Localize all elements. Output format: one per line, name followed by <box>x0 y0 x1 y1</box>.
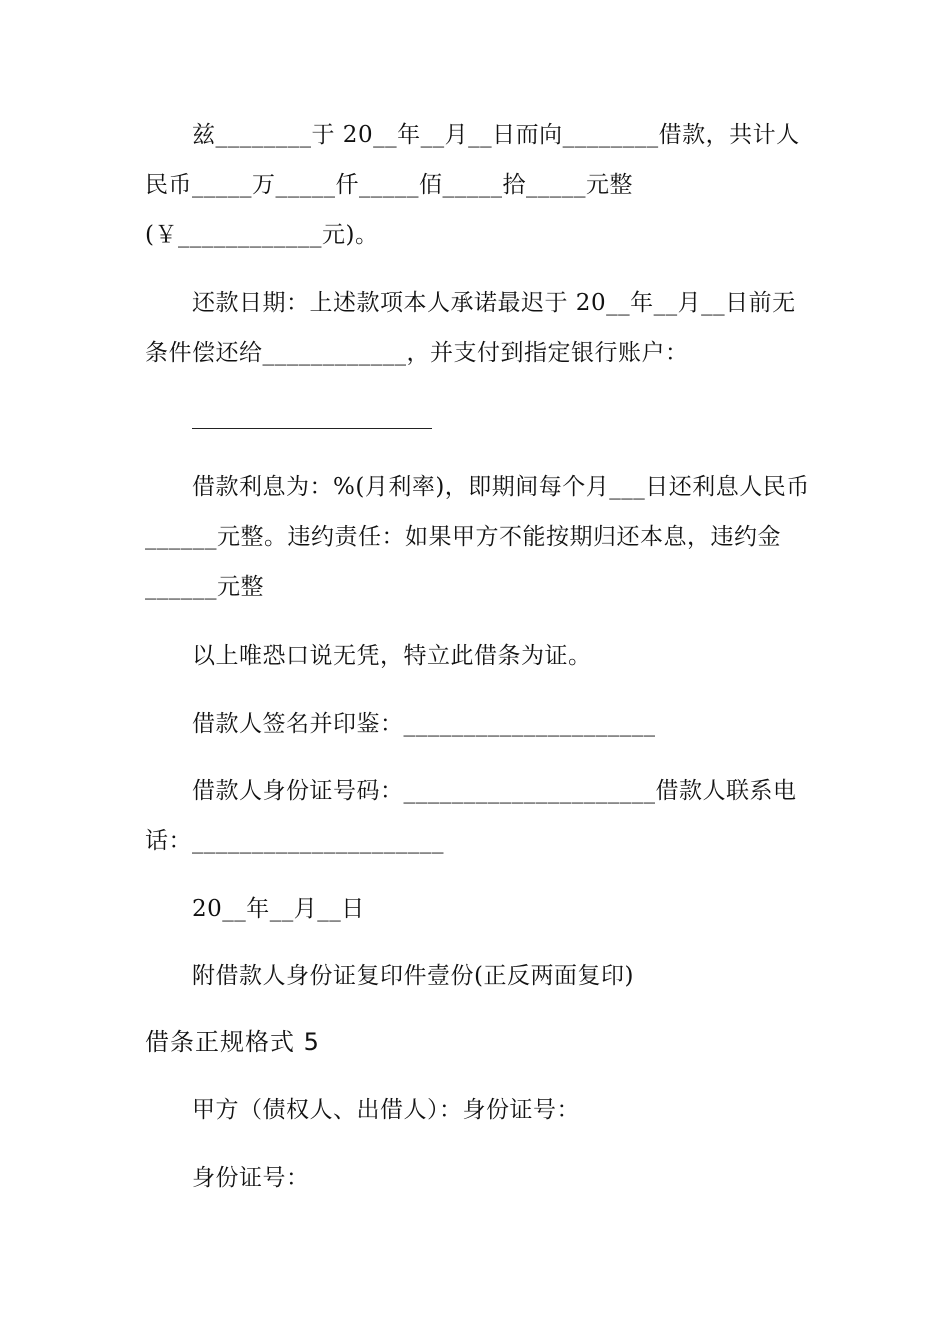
section-heading: 借条正规格式 5 <box>145 1028 320 1056</box>
date-line: 20__年__月__日 <box>192 896 365 922</box>
loan-text-line-1: 兹________于 20__年__月__日而向________借款，共计人 <box>192 122 800 148</box>
party-a-line: 甲方（债权人、出借人）：身份证号： <box>192 1097 580 1123</box>
borrower-phone-line: 话：_____________________ <box>145 828 444 854</box>
attachment-note: 附借款人身份证复印件壹份(正反两面复印) <box>192 963 634 989</box>
bank-account-blank-line <box>192 428 432 429</box>
loan-text-line-3: (￥____________元)。 <box>145 222 379 248</box>
loan-text-line-2: 民币_____万_____仟_____佰_____拾_____元整 <box>145 172 633 198</box>
repayment-date-line-1: 还款日期：上述款项本人承诺最迟于 20__年__月__日前无 <box>192 290 796 316</box>
borrower-signature-line: 借款人签名并印鉴：_____________________ <box>192 711 656 737</box>
interest-line-1: 借款利息为：%(月利率)，即期间每个月___日还利息人民币 <box>192 474 810 500</box>
interest-line-2: ______元整。违约责任：如果甲方不能按期归还本息，违约金 <box>145 524 781 550</box>
proof-statement: 以上唯恐口说无凭，特立此借条为证。 <box>192 643 592 669</box>
repayment-date-line-2: 条件偿还给____________，并支付到指定银行账户： <box>145 340 689 366</box>
borrower-id-line: 借款人身份证号码：_____________________借款人联系电 <box>192 778 797 804</box>
id-number-line: 身份证号： <box>192 1165 310 1191</box>
interest-line-3: ______元整 <box>145 574 264 600</box>
